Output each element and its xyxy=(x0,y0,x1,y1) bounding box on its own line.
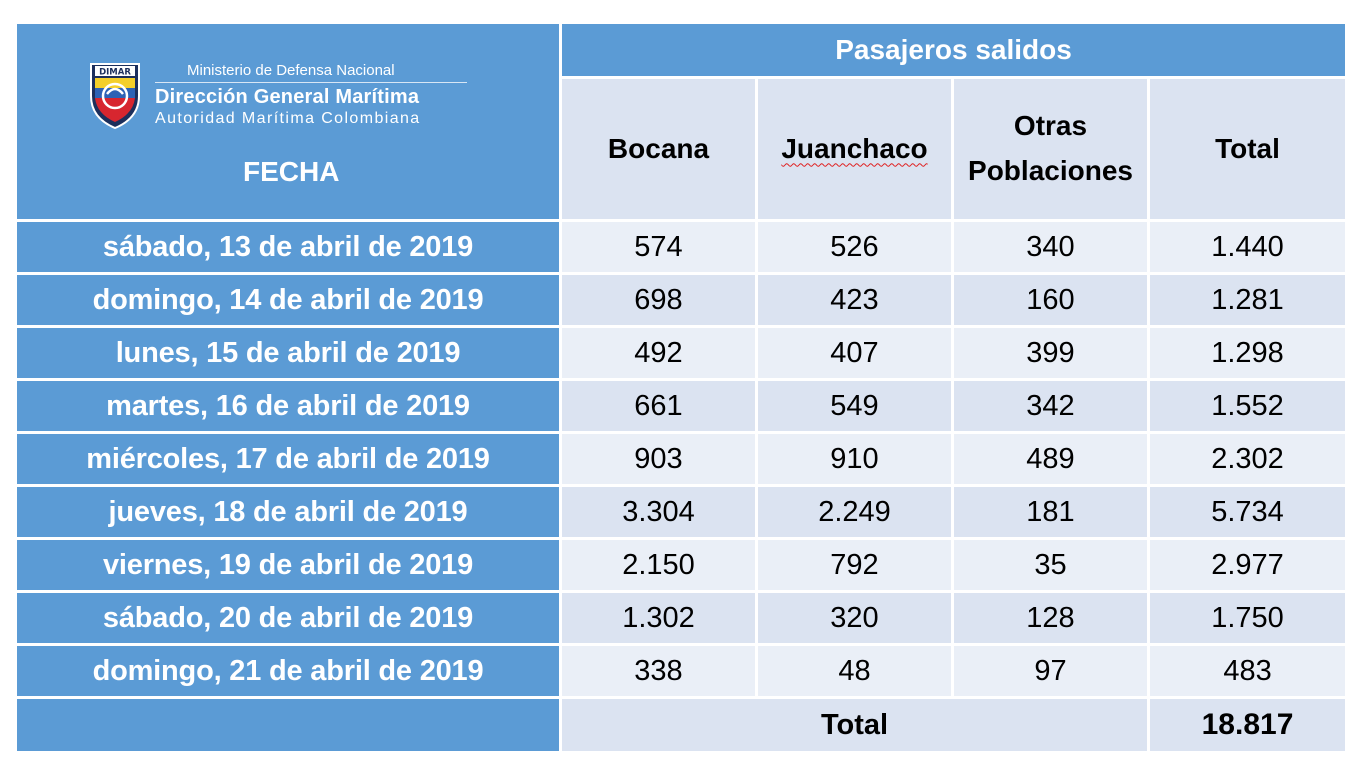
fecha-header-cell xyxy=(16,23,561,221)
table-row xyxy=(16,486,1347,539)
bocana-value-cell: 3.304 xyxy=(561,486,757,539)
bocana-value-cell: 2.150 xyxy=(561,539,757,592)
table-row xyxy=(16,380,1347,433)
otras-value-cell: 181 xyxy=(953,486,1149,539)
date-cell: viernes, 19 de abril de 2019 xyxy=(16,539,561,592)
svg-text:DIMAR: DIMAR xyxy=(99,67,131,78)
passenger-departures-table xyxy=(14,21,1348,754)
column-header-juanchaco xyxy=(757,78,953,221)
grand-total-cell: 18.817 xyxy=(1149,698,1347,753)
ministry-label: Ministerio de Defensa Nacional xyxy=(187,62,395,79)
column-header-bocana-label: Bocana xyxy=(607,132,710,164)
date-cell: jueves, 18 de abril de 2019 xyxy=(16,486,561,539)
dimar-logo xyxy=(87,58,477,130)
otras-value-cell: 399 xyxy=(953,327,1149,380)
total-value-cell: 483 xyxy=(1149,645,1347,698)
otras-value-cell: 489 xyxy=(953,433,1149,486)
column-header-otras-poblaciones xyxy=(953,78,1149,221)
column-header-total-label: Total xyxy=(1215,132,1280,164)
date-cell: sábado, 13 de abril de 2019 xyxy=(16,221,561,274)
header-row-group xyxy=(16,23,1347,78)
total-value-cell: 1.750 xyxy=(1149,592,1347,645)
date-cell: domingo, 14 de abril de 2019 xyxy=(16,274,561,327)
total-row-blank-cell xyxy=(16,698,561,753)
column-header-total xyxy=(1149,78,1347,221)
otras-value-cell: 97 xyxy=(953,645,1149,698)
table-row xyxy=(16,221,1347,274)
date-cell: lunes, 15 de abril de 2019 xyxy=(16,327,561,380)
juanchaco-value-cell: 407 xyxy=(757,327,953,380)
date-cell: miércoles, 17 de abril de 2019 xyxy=(16,433,561,486)
brand-divider xyxy=(155,82,467,83)
total-value-cell: 1.440 xyxy=(1149,221,1347,274)
juanchaco-value-cell: 526 xyxy=(757,221,953,274)
total-value-cell: 1.298 xyxy=(1149,327,1347,380)
total-row xyxy=(16,698,1347,753)
passenger-table-container xyxy=(14,21,1345,754)
bocana-value-cell: 338 xyxy=(561,645,757,698)
otras-value-cell: 342 xyxy=(953,380,1149,433)
otras-value-cell: 35 xyxy=(953,539,1149,592)
juanchaco-value-cell: 320 xyxy=(757,592,953,645)
table-row xyxy=(16,592,1347,645)
juanchaco-value-cell: 910 xyxy=(757,433,953,486)
bocana-value-cell: 1.302 xyxy=(561,592,757,645)
otras-value-cell: 128 xyxy=(953,592,1149,645)
total-label-cell: Total xyxy=(561,698,1149,753)
column-header-bocana xyxy=(561,78,757,221)
juanchaco-value-cell: 792 xyxy=(757,539,953,592)
bocana-value-cell: 698 xyxy=(561,274,757,327)
table-row xyxy=(16,645,1347,698)
table-row xyxy=(16,539,1347,592)
bocana-value-cell: 661 xyxy=(561,380,757,433)
juanchaco-value-cell: 549 xyxy=(757,380,953,433)
organization-name: Dirección General Marítima xyxy=(155,86,420,108)
bocana-value-cell: 574 xyxy=(561,221,757,274)
juanchaco-value-cell: 48 xyxy=(757,645,953,698)
total-value-cell: 5.734 xyxy=(1149,486,1347,539)
date-cell: domingo, 21 de abril de 2019 xyxy=(16,645,561,698)
bocana-value-cell: 492 xyxy=(561,327,757,380)
dimar-seal-icon xyxy=(87,58,143,130)
total-value-cell: 1.281 xyxy=(1149,274,1347,327)
fecha-column-header: FECHA xyxy=(243,156,340,187)
bocana-value-cell: 903 xyxy=(561,433,757,486)
date-cell: martes, 16 de abril de 2019 xyxy=(16,380,561,433)
pasajeros-salidos-header: Pasajeros salidos xyxy=(561,23,1347,78)
dimar-brand-text xyxy=(155,62,477,128)
column-header-otras-line2: Poblaciones xyxy=(968,155,1133,186)
table-row xyxy=(16,433,1347,486)
column-header-juanchaco-label: Juanchaco xyxy=(781,132,928,164)
authority-label: Autoridad Marítima Colombiana xyxy=(155,110,421,127)
total-value-cell: 2.302 xyxy=(1149,433,1347,486)
juanchaco-value-cell: 423 xyxy=(757,274,953,327)
date-cell: sábado, 20 de abril de 2019 xyxy=(16,592,561,645)
table-row xyxy=(16,274,1347,327)
otras-value-cell: 340 xyxy=(953,221,1149,274)
total-value-cell: 1.552 xyxy=(1149,380,1347,433)
juanchaco-value-cell: 2.249 xyxy=(757,486,953,539)
otras-value-cell: 160 xyxy=(953,274,1149,327)
table-row xyxy=(16,327,1347,380)
total-value-cell: 2.977 xyxy=(1149,539,1347,592)
column-header-otras-line1: Otras xyxy=(1013,110,1088,142)
